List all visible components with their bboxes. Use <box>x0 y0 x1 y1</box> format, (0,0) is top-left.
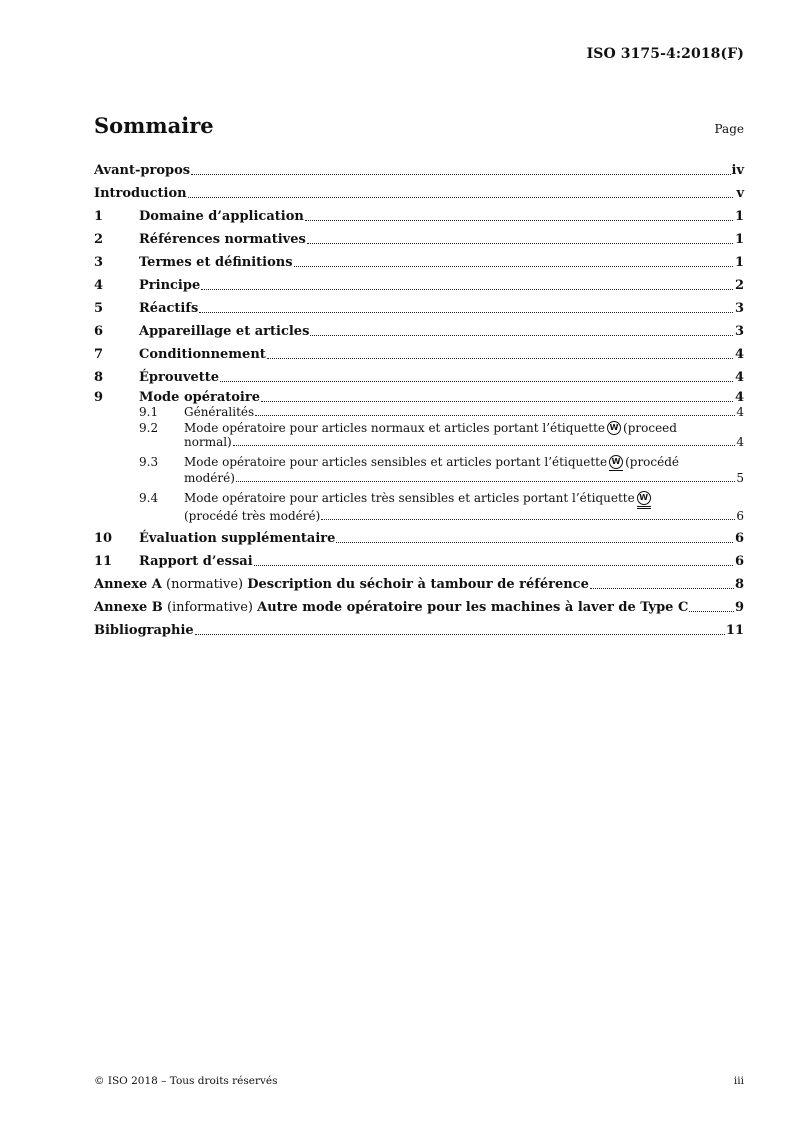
toc-entry-text: Principe <box>139 278 201 293</box>
dot-leader <box>199 311 733 313</box>
toc-entry-text: Rapport d’essai <box>139 554 253 569</box>
toc-entry-text: Réactifs <box>139 301 199 316</box>
clause-number: 7 <box>94 347 104 362</box>
washing-symbol-icon: W <box>607 421 621 435</box>
subclause-number: 9.2 <box>139 421 159 435</box>
toc-entry-9-4[interactable] <box>94 491 744 523</box>
toc-entry-clause-3[interactable] <box>94 250 744 270</box>
toc-entry-page: 1 <box>734 209 744 224</box>
toc-entry-text: Généralités <box>184 405 255 419</box>
clause-number: 2 <box>94 232 104 247</box>
toc-entry-page: iv <box>731 163 744 178</box>
document-id: ISO 3175-4:2018(F) <box>586 46 744 62</box>
toc-entry-page: 3 <box>734 301 744 316</box>
annex-label: Annexe B <box>94 600 163 615</box>
dot-leader <box>267 357 733 359</box>
toc-title-row <box>94 113 744 138</box>
table-of-contents <box>94 155 744 638</box>
clause-number: 10 <box>94 531 113 546</box>
toc-entry-text: Introduction <box>94 186 187 201</box>
page-title: Sommaire <box>94 113 214 138</box>
toc-entry-introduction[interactable] <box>94 181 744 201</box>
dot-leader <box>255 414 735 416</box>
dot-leader <box>321 518 735 520</box>
toc-entry-page: 6 <box>734 554 744 569</box>
toc-entry-clause-1[interactable] <box>94 204 744 224</box>
dot-leader <box>310 334 733 336</box>
dot-leader <box>689 610 734 612</box>
clause-number: 3 <box>94 255 104 270</box>
toc-entry-page: 1 <box>734 232 744 247</box>
toc-entry-page: 9 <box>734 600 744 615</box>
dot-leader <box>188 196 733 198</box>
toc-entry-page: v <box>736 186 744 201</box>
toc-entry-annex-a[interactable] <box>94 572 744 592</box>
toc-entry-clause-11[interactable] <box>94 549 744 569</box>
toc-entry-text-line2: modéré) <box>184 471 235 485</box>
toc-entry-page: 4 <box>734 370 744 385</box>
dot-leader <box>254 564 733 566</box>
toc-entry-page: 4 <box>734 347 744 362</box>
toc-entry-bibliographie[interactable] <box>94 618 744 638</box>
dot-leader <box>336 541 733 543</box>
toc-entry-text: Domaine d’application <box>139 209 304 224</box>
toc-entry-clause-5[interactable] <box>94 296 744 316</box>
clause-number: 6 <box>94 324 104 339</box>
toc-entry-text: Conditionnement <box>139 347 266 362</box>
underline-bar <box>637 508 651 509</box>
annex-title: Autre mode opératoire pour les machines à laver de Type C <box>257 600 689 615</box>
toc-entry-text-cont: (procédé <box>625 455 680 469</box>
toc-entry-clause-10[interactable] <box>94 526 744 546</box>
clause-number: 8 <box>94 370 104 385</box>
toc-entry-text: Mode opératoire <box>139 390 260 405</box>
clause-number: 9 <box>94 390 104 405</box>
clause-number: 11 <box>94 554 113 569</box>
underline-bar <box>609 470 623 471</box>
toc-entry-text: Termes et définitions <box>139 255 293 270</box>
toc-entry-page: 6 <box>736 509 744 523</box>
toc-entry-text-line2: (procédé très modéré) <box>184 509 321 523</box>
toc-entry-page: 1 <box>734 255 744 270</box>
toc-entry-page: 4 <box>736 405 744 419</box>
toc-entry-page: 8 <box>734 577 744 592</box>
dot-leader <box>201 288 733 290</box>
annex-type: (normative) <box>166 577 244 592</box>
dot-leader <box>307 242 733 244</box>
dot-leader <box>590 587 734 589</box>
dot-leader <box>236 480 735 482</box>
toc-entry-text: Éprouvette <box>139 370 220 385</box>
toc-entry-clause-8[interactable] <box>94 365 744 385</box>
page-number: iii <box>733 1075 744 1087</box>
washing-circle: W <box>609 455 623 469</box>
toc-entry-page: 11 <box>725 623 744 638</box>
dot-leader <box>220 380 733 382</box>
toc-entry-clause-7[interactable] <box>94 342 744 362</box>
dot-leader <box>294 265 733 267</box>
annex-title: Description du séchoir à tambour de référence <box>247 577 589 592</box>
toc-entry-text: Références normatives <box>139 232 306 247</box>
toc-entry-text: Mode opératoire pour articles sensibles et articles portant l’étiquette <box>184 455 608 469</box>
washing-circle: W <box>637 491 651 505</box>
washing-symbol-mild-icon <box>609 455 623 471</box>
toc-entry-page: 2 <box>734 278 744 293</box>
page-footer <box>94 1075 744 1087</box>
toc-entry-9-1[interactable] <box>94 405 744 419</box>
underline-bar <box>637 506 651 507</box>
toc-entry-page: 6 <box>734 531 744 546</box>
dot-leader <box>195 633 725 635</box>
toc-entry-text-cont: (proceed <box>623 421 677 435</box>
subclause-number: 9.4 <box>139 491 159 505</box>
toc-entry-clause-2[interactable] <box>94 227 744 247</box>
toc-entry-text: Évaluation supplémentaire <box>139 531 336 546</box>
dot-leader <box>261 400 733 402</box>
toc-entry-text: Mode opératoire pour articles normaux et articles portant l’étiquette <box>184 421 606 435</box>
dot-leader <box>233 444 736 446</box>
toc-entry-text: Avant-propos <box>94 163 191 178</box>
dot-leader <box>191 173 730 175</box>
toc-entry-page: 4 <box>734 390 744 405</box>
toc-entry-clause-9[interactable] <box>94 388 744 405</box>
toc-entry-page: 3 <box>734 324 744 339</box>
page-column-label: Page <box>714 122 744 136</box>
copyright-notice: © ISO 2018 – Tous droits réservés <box>94 1075 278 1087</box>
dot-leader <box>305 219 733 221</box>
toc-entry-clause-4[interactable] <box>94 273 744 293</box>
subclause-number: 9.3 <box>139 455 159 469</box>
clause-number: 5 <box>94 301 104 316</box>
toc-entry-text: Mode opératoire pour articles très sensibles et articles portant l’étiquette <box>184 491 635 505</box>
washing-symbol-very-mild-icon <box>637 491 651 509</box>
annex-label: Annexe A <box>94 577 162 592</box>
toc-entry-page: 5 <box>736 471 744 485</box>
toc-entry-text-line2: normal) <box>184 435 232 449</box>
toc-entry-text: Bibliographie <box>94 623 194 638</box>
subclause-number: 9.1 <box>139 405 159 419</box>
toc-entry-clause-6[interactable] <box>94 319 744 339</box>
toc-entry-text: Appareillage et articles <box>139 324 310 339</box>
toc-entry-avant-propos[interactable] <box>94 158 744 178</box>
annex-type: (informative) <box>166 600 253 615</box>
toc-entry-9-2[interactable] <box>94 421 744 449</box>
toc-entry-9-3[interactable] <box>94 455 744 485</box>
clause-number: 4 <box>94 278 104 293</box>
toc-entry-page: 4 <box>736 435 744 449</box>
toc-entry-annex-b[interactable] <box>94 595 744 615</box>
clause-number: 1 <box>94 209 104 224</box>
